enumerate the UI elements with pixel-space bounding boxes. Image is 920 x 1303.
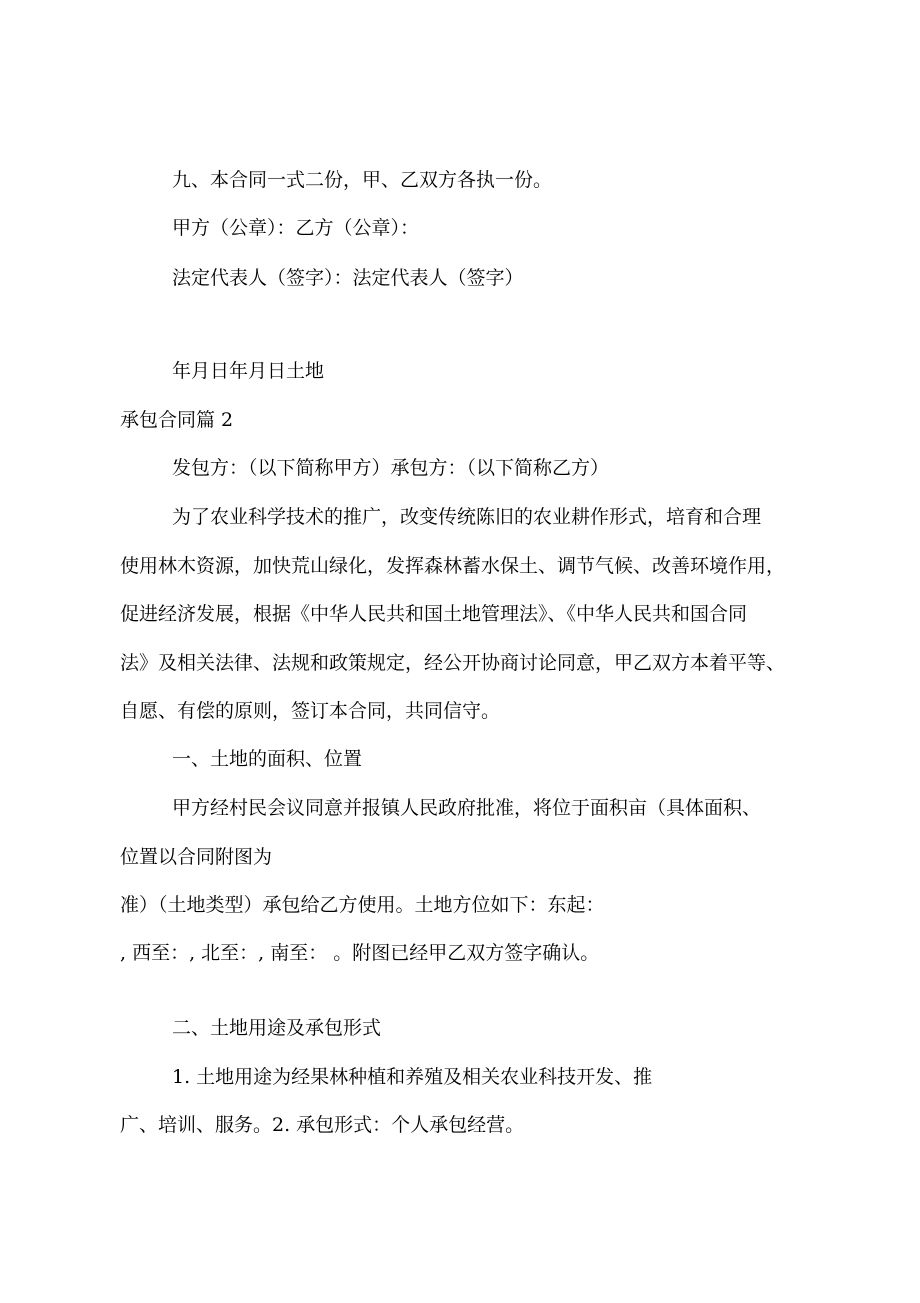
section-2-line-2: 广、培训、服务。2. 承包形式：个人承包经营。 xyxy=(120,1114,525,1136)
section-2-line-1: 1. 土地用途为经果林种植和养殖及相关农业科技开发、推 xyxy=(172,1066,653,1088)
parties-line: 发包方：（以下简称甲方）承包方：（以下简称乙方） xyxy=(172,457,610,479)
preamble-line-4: 法》及相关法律、法规和政策规定，经公开协商讨论同意，甲乙双方本着平等、 xyxy=(120,652,786,674)
section-1-line-4: , 西至：, 北至：, 南至： 。附图已经甲乙双方签字确认。 xyxy=(120,942,600,964)
preamble-line-1: 为了农业科学技术的推广，改变传统陈旧的农业耕作形式，培育和合理 xyxy=(172,506,762,528)
party-seal-line: 甲方（公章）：乙方（公章）： xyxy=(172,217,420,239)
preamble-line-3: 促进经济发展，根据《中华人民共和国土地管理法》、《中华人民共和国合同 xyxy=(120,603,748,625)
section-1-line-3: 准）（土地类型）承包给乙方使用。土地方位如下：东起： xyxy=(120,894,605,916)
section-1-line-1: 甲方经村民会议同意并报镇人民政府批准，将位于面积亩（具体面积、 xyxy=(172,797,762,819)
contract-title: 承包合同篇 2 xyxy=(120,409,234,431)
preamble-line-5: 自愿、有偿的原则，签订本合同，共同信守。 xyxy=(120,700,501,722)
date-line: 年月日年月日土地 xyxy=(172,360,325,382)
section-1-line-2: 位置以合同附图为 xyxy=(120,846,273,868)
clause-9-copies: 九、本合同一式二份，甲、乙双方各执一份。 xyxy=(172,169,553,191)
section-1-heading: 一、土地的面积、位置 xyxy=(172,748,363,770)
section-2-heading: 二、土地用途及承包形式 xyxy=(172,1017,382,1039)
preamble-line-2: 使用林木资源，加快荒山绿化，发挥森林蓄水保土、调节气候、改善环境作用， xyxy=(120,555,786,577)
legal-representative-line: 法定代表人（签字）：法定代表人（签字） xyxy=(172,267,524,289)
